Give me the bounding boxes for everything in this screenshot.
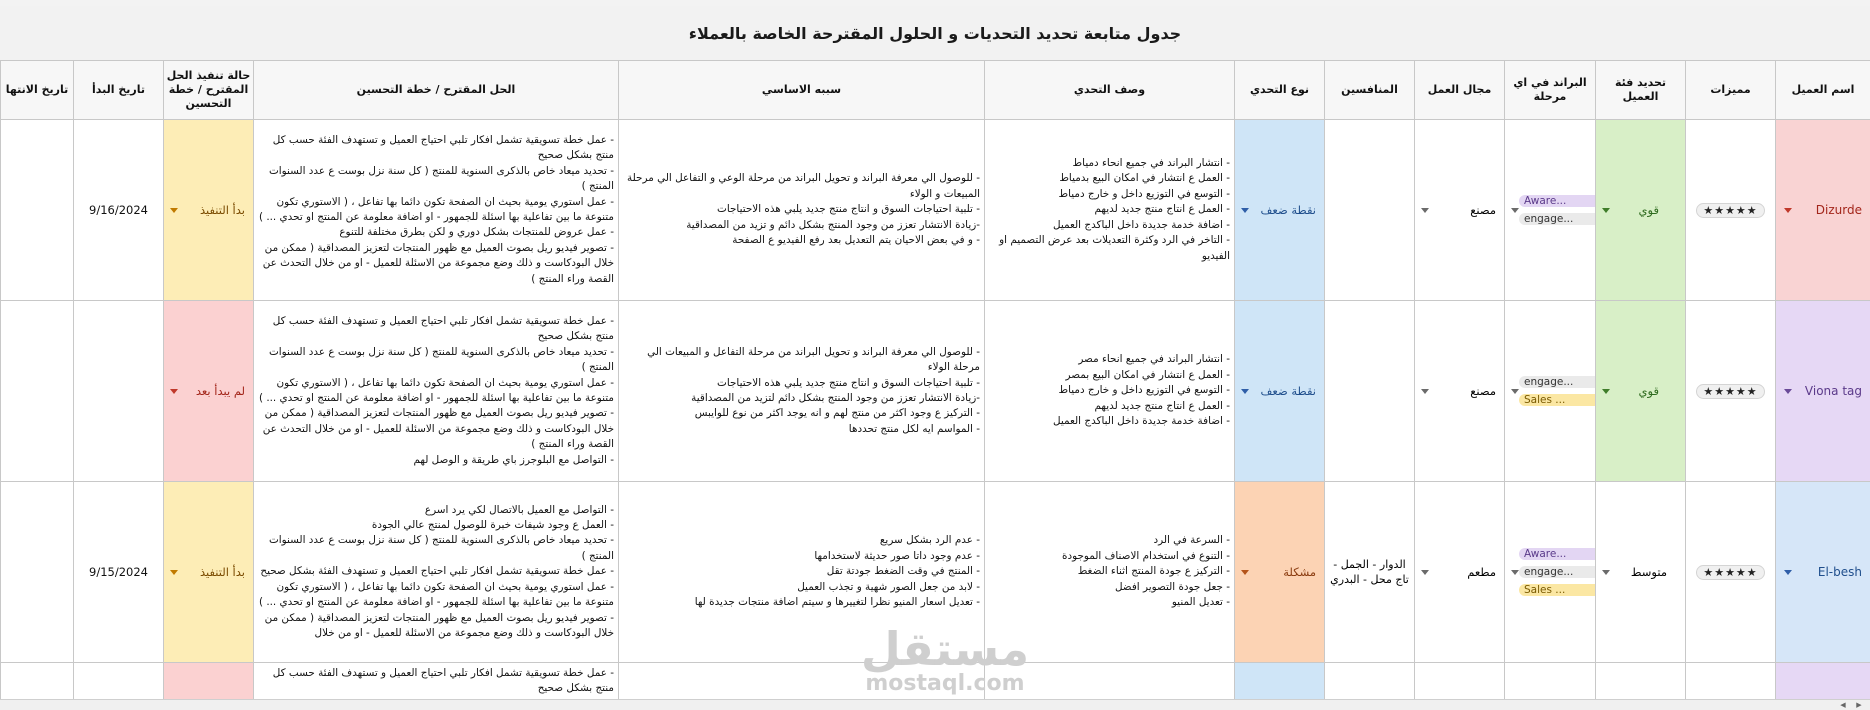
client-dropdown[interactable] (1776, 301, 1870, 482)
challenge-type-dropdown[interactable] (1235, 482, 1325, 663)
status-dropdown[interactable] (164, 482, 254, 663)
stage-cell[interactable] (1505, 120, 1596, 301)
challenge-type-dropdown[interactable] (1235, 301, 1325, 482)
table-row (1, 301, 1870, 482)
cause-text: - عدم الرد بشكل سريع - عدم وجود داتا صور حديثة لاستخدامها - المنتج في وقت الضغط جودتة تقل - لابد من جعل الصور شهية و تجذب العميل - تعديل اسعار المنيو نظرا لتغييرها و سيتم اضافة منتجات جديدة لها (619, 530, 984, 613)
start-date-cell[interactable]: 9/16/2024 (74, 120, 164, 301)
scroll-right-icon[interactable]: ▶ (1852, 700, 1866, 710)
competitors-cell[interactable] (1325, 663, 1415, 702)
client-dropdown[interactable] (1776, 663, 1870, 702)
dropdown-arrow-icon[interactable] (1241, 208, 1249, 213)
field-dropdown[interactable] (1415, 663, 1505, 702)
field-dropdown[interactable] (1415, 120, 1505, 301)
dropdown-arrow-icon[interactable] (1602, 208, 1610, 213)
solution-text: - التواصل مع العميل بالاتصال لكي يرد اسرع - العمل ع وجود شيفات خبرة للوصول لمنتج عالي الجودة - تحديد ميعاد خاص بالذكرى السنوية للمنتج ( كل سنة نزل بوست ع عدد السنوات المنتج ) - عمل خطة تسويقية تشمل افكار تلبي احتياج العميل و تستهدف الفئة بشكل صحيح - عمل استوري يومية بحيث ان الصفحة تكون دائما بها تفاعل ، ( الاستوري تكون متنوعة ما بين تفاعلية بها اسئلة للجمهور - او اضافة معلومة عن المنتج او تحدي ... ) - تصوير فيديو ريل بصوت العميل مع ظهور المنتجات لتعزيز المصداقية ( ممكن من خلال البودكاست و ذلك وضع مجموعة من الاسئلة للعميل - او من خلال (254, 500, 618, 645)
solution-text: - عمل خطة تسويقية تشمل افكار تلبي احتياج العميل و تستهدف الفئة حسب كل منتج بشكل صحيح - تحديد ميعاد خاص بالذكرى السنوية للمنتج ( كل سنة نزل بوست ع عدد السنوات المنتج ) - عمل استوري يومية بحيث ان الصفحة تكون دائما بها تفاعل ، ( الاستوري تكون متنوعة ما بين تفاعلية بها اسئلة للجمهور - او اضافة معلومة عن المنتج او تحدي ... ) - تصوير فيديو ريل بصوت العميل مع ظهور المنتجات لتعزيز المصداقية ( ممكن من خلال البودكاست و ذلك وضع مجموعة من الاسئلة للعميل - او من خلال التحدث عن القصة وراء المنتج ) - التواصل مع البلوجرز باي طريقة و الوصل لهم (254, 311, 618, 471)
challenge-type-dropdown[interactable] (1235, 120, 1325, 301)
features-cell[interactable] (1686, 663, 1776, 702)
challenge-desc-cell[interactable] (985, 120, 1235, 301)
challenge-desc-text: - انتشار البراند في جميع انحاء دمياط - العمل ع انتشار في امكان البيع بدمياط - التوسع في التوزيع داخل و خارج دمياط - العمل ع انتاج منتج جديد لديهم - اضافة خدمة جديدة داخل الباكدج العميل - التاخر في الرد وكثرة التعديلات بعد عرض التصميم او الفيديو (985, 153, 1234, 267)
header-cause[interactable]: سببه الاساسي (619, 61, 985, 120)
field-dropdown[interactable] (1415, 301, 1505, 482)
cause-cell[interactable] (619, 120, 985, 301)
header-competitors[interactable]: المنافسين (1325, 61, 1415, 120)
header-features[interactable]: مميزات (1686, 61, 1776, 120)
solution-cell[interactable] (254, 301, 619, 482)
start-date-cell[interactable]: 9/15/2024 (74, 482, 164, 663)
dropdown-arrow-icon[interactable] (1784, 208, 1792, 213)
header-solution[interactable]: الحل المقترح / خطة التحسين (254, 61, 619, 120)
stage-chip: Aware... (1519, 548, 1596, 560)
end-date-cell[interactable] (1, 663, 74, 702)
challenge-desc-text: - انتشار البراند في جميع انحاء مصر - العمل ع انتشار في امكان البيع بمصر - التوسع في التوزيع داخل و خارج دمياط - العمل ع انتاج منتج جديد لديهم - اضافة خدمة جديدة داخل الباكدج العميل (985, 349, 1234, 432)
dropdown-arrow-icon[interactable] (170, 570, 178, 575)
challenge-desc-text: - السرعة في الرد - التنوع في استخدام الاصناف الموجودة - التركيز ع جودة المنتج اثناء الضغط - جعل جودة التصوير افضل - تعديل المنيو (985, 530, 1234, 613)
features-cell[interactable] (1686, 120, 1776, 301)
table-row (1, 482, 1870, 663)
page-title: جدول متابعة تحديد التحديات و الحلول المقترحة الخاصة بالعملاء (689, 24, 1181, 43)
features-cell[interactable] (1686, 482, 1776, 663)
challenges-table (0, 60, 1870, 702)
challenge-type-value: نقطة ضعف (1261, 384, 1317, 398)
end-date-cell[interactable] (1, 301, 74, 482)
status-dropdown[interactable] (164, 120, 254, 301)
status-dropdown[interactable] (164, 663, 254, 702)
watermark-latin: mostaql.com (840, 673, 1050, 695)
competitors-cell[interactable] (1325, 120, 1415, 301)
rating-stars: ★★★★★ (1696, 565, 1764, 580)
header-field[interactable]: مجال العمل (1415, 61, 1505, 120)
client-name: Dizurde (1816, 203, 1862, 217)
cause-cell[interactable] (619, 301, 985, 482)
watermark-arabic: مستقل (840, 625, 1050, 673)
challenge-type-value: نقطة ضعف (1261, 203, 1317, 217)
dropdown-arrow-icon[interactable] (1784, 389, 1792, 394)
category-value: متوسط (1631, 565, 1667, 579)
solution-text: - عمل خطة تسويقية تشمل افكار تلبي احتياج العميل و تستهدف الفئة حسب كل منتج بشكل صحيح (254, 663, 618, 700)
start-date-cell[interactable] (74, 301, 164, 482)
header-row (1, 61, 1870, 120)
stage-chip: Aware... (1519, 195, 1596, 207)
field-dropdown[interactable] (1415, 482, 1505, 663)
status-value: لم يبدأ بعد (196, 384, 245, 398)
header-status[interactable]: حالة تنفيذ الحل المقترح / خطة التحسين (164, 61, 254, 120)
header-stage[interactable]: البراند في اي مرحلة (1505, 61, 1596, 120)
header-category[interactable]: تحديد فئة العميل (1596, 61, 1686, 120)
field-value: مطعم (1467, 565, 1496, 579)
table-row (1, 663, 1870, 702)
solution-cell[interactable] (254, 663, 619, 702)
category-dropdown[interactable] (1596, 120, 1686, 301)
cause-cell[interactable] (619, 482, 985, 663)
status-dropdown[interactable] (164, 301, 254, 482)
cause-cell[interactable] (619, 663, 985, 702)
field-value: مصنع (1470, 203, 1496, 217)
category-dropdown[interactable] (1596, 301, 1686, 482)
category-value: قوي (1639, 384, 1659, 398)
scroll-left-icon[interactable]: ◀ (1836, 700, 1850, 710)
competitors-cell[interactable]: الدوار - الجمل - تاج محل - البدري (1325, 482, 1415, 663)
stage-chip: engage... (1519, 213, 1596, 225)
category-dropdown[interactable] (1596, 482, 1686, 663)
category-value: قوي (1639, 203, 1659, 217)
stage-chip: Sales ... (1519, 394, 1596, 406)
table-title-bar (0, 6, 1870, 61)
client-name: Viona tag (1805, 384, 1862, 398)
solution-cell[interactable] (254, 120, 619, 301)
solution-text: - عمل خطة تسويقية تشمل افكار تلبي احتياج العميل و تستهدف الفئة حسب كل منتج بشكل صحيح - تحديد ميعاد خاص بالذكرى السنوية للمنتج ( كل سنة نزل بوست ع عدد السنوات المنتج ) - عمل استوري يومية بحيث ان الصفحة تكون دائما بها تفاعل ، ( الاستوري تكون متنوعة ما بين تفاعلية بها اسئلة للجمهور - او اضافة معلومة عن المنتج او تحدي ... ) - عمل عروض للمنتجات بشكل دوري و لكن بطرق مختلفة للتنوع - تصوير فيديو ريل بصوت العميل مع ظهور المنتجات لتعزيز المصداقية ( ممكن من خلال البودكاست و ذلك وضع مجموعة من الاسئلة للعميل - او من خلال التحدث عن القصة وراء المنتج ) (254, 130, 618, 290)
cause-text: - للوصول الي معرفة البراند و تحويل البراند من مرحلة الوعي و التفاعل الي مرحلة المبيعات و الولاء - تلبية احتياجات السوق و انتاج منتج جديد يلبي هذه الاحتياجات -زيادة الانتشار تعزز من وجود المنتج بشكل دائم و تزيد من المصداقية - و في بعض الاحيان يتم التعديل بعد رفع الفيديو ع الصفحة (619, 168, 984, 251)
horizontal-scrollbar[interactable] (0, 699, 1870, 710)
start-date-cell[interactable] (74, 663, 164, 702)
status-value: بدأ التنفيذ (200, 203, 245, 217)
header-challenge-desc[interactable]: وصف التحدي (985, 61, 1235, 120)
solution-cell[interactable] (254, 482, 619, 663)
challenge-desc-cell[interactable] (985, 301, 1235, 482)
stage-cell[interactable] (1505, 482, 1596, 663)
rating-stars: ★★★★★ (1696, 384, 1764, 399)
table-row (1, 120, 1870, 301)
competitors-cell[interactable] (1325, 301, 1415, 482)
dropdown-arrow-icon[interactable] (1421, 208, 1429, 213)
challenge-type-dropdown[interactable] (1235, 663, 1325, 702)
client-dropdown[interactable] (1776, 120, 1870, 301)
category-dropdown[interactable] (1596, 663, 1686, 702)
dropdown-arrow-icon[interactable] (1421, 389, 1429, 394)
field-value: مصنع (1470, 384, 1496, 398)
dropdown-arrow-icon[interactable] (170, 208, 178, 213)
dropdown-arrow-icon[interactable] (1241, 389, 1249, 394)
dropdown-arrow-icon[interactable] (1511, 570, 1519, 575)
challenge-desc-cell[interactable] (985, 482, 1235, 663)
features-cell[interactable] (1686, 301, 1776, 482)
stage-chip: engage... (1519, 376, 1596, 388)
dropdown-arrow-icon[interactable] (1602, 389, 1610, 394)
dropdown-arrow-icon[interactable] (1511, 208, 1519, 213)
stage-chip: Sales ... (1519, 584, 1596, 596)
spreadsheet-grid (0, 60, 1870, 702)
client-dropdown[interactable] (1776, 482, 1870, 663)
stage-chip: engage... (1519, 566, 1596, 578)
header-end-date[interactable]: تاريخ الانتها (1, 61, 74, 120)
end-date-cell[interactable] (1, 482, 74, 663)
stage-cell[interactable] (1505, 301, 1596, 482)
dropdown-arrow-icon[interactable] (1241, 570, 1249, 575)
header-start-date[interactable]: تاريخ البدأ (74, 61, 164, 120)
dropdown-arrow-icon[interactable] (1511, 389, 1519, 394)
rating-stars: ★★★★★ (1696, 203, 1764, 218)
dropdown-arrow-icon[interactable] (1602, 570, 1610, 575)
header-challenge-type[interactable]: نوع التحدي (1235, 61, 1325, 120)
cause-text: - للوصول الي معرفة البراند و تحويل البراند من مرحلة التفاعل و المبيعات الي مرحلة الولاء - تلبية احتياجات السوق و انتاج منتج جديد يلبي هذه الاحتياجات -زيادة الانتشار تعزز من وجود المنتج بشكل دائم لتزيد من المصداقية - التركيز ع وجود اكثر من منتج لهم و انه يوجد اكثر من نوع للوايبس - المواسم ايه لكل منتج تحددها (619, 342, 984, 440)
header-client[interactable]: اسم العميل (1776, 61, 1870, 120)
status-value: بدأ التنفيذ (200, 565, 245, 579)
challenge-desc-cell[interactable] (985, 663, 1235, 702)
challenge-type-value: مشكلة (1283, 565, 1316, 579)
dropdown-arrow-icon[interactable] (1784, 570, 1792, 575)
client-name: El-besh (1818, 565, 1862, 579)
dropdown-arrow-icon[interactable] (1421, 570, 1429, 575)
dropdown-arrow-icon[interactable] (170, 389, 178, 394)
stage-cell[interactable] (1505, 663, 1596, 702)
end-date-cell[interactable] (1, 120, 74, 301)
